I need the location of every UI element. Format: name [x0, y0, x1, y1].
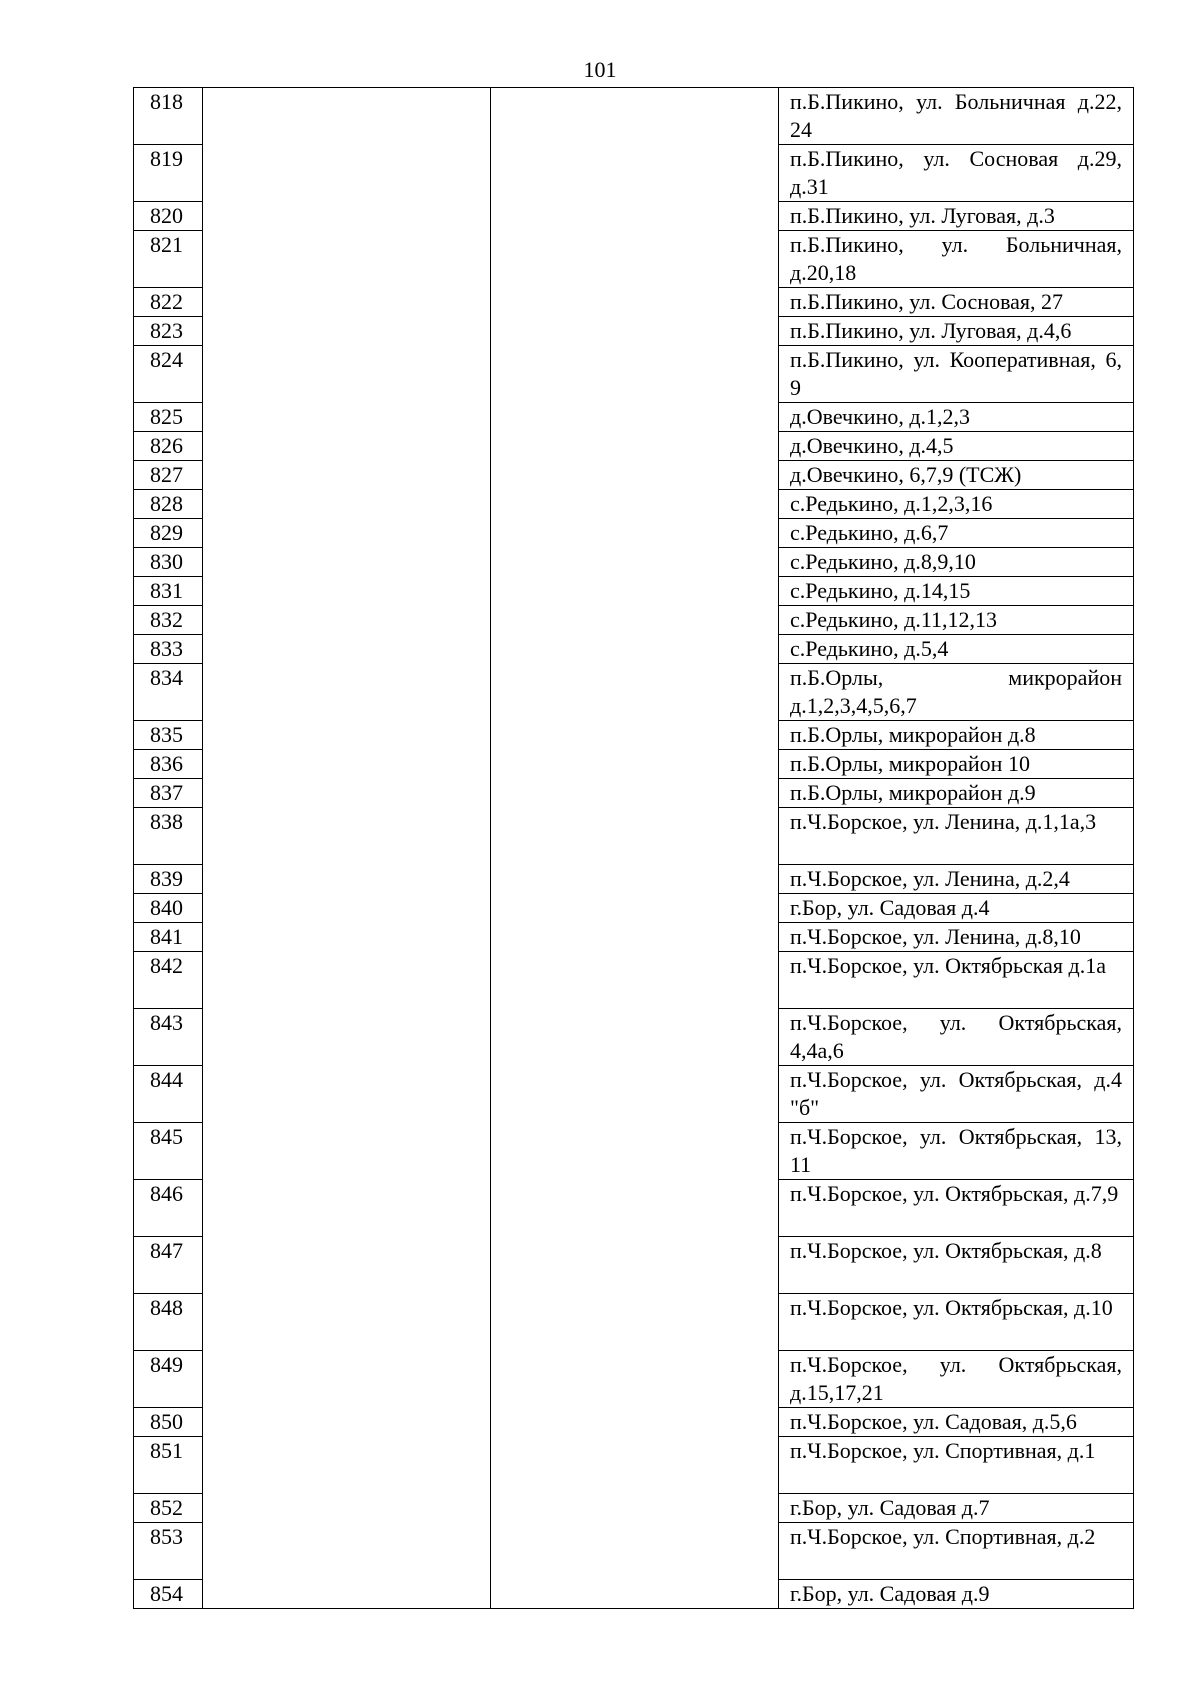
row-number: 842 [134, 952, 203, 1009]
row-number: 832 [134, 606, 203, 635]
address-cell: с.Редькино, д.14,15 [779, 577, 1134, 606]
address-cell: п.Ч.Борское, ул. Октябрьская, 13, 11 [779, 1123, 1134, 1180]
row-number: 852 [134, 1494, 203, 1523]
address-cell: п.Ч.Борское, ул. Спортивная, д.2 [779, 1523, 1134, 1580]
address-cell: п.Б.Пикино, ул. Больничная д.22, 24 [779, 88, 1134, 145]
address-cell: п.Ч.Борское, ул. Октябрьская, д.10 [779, 1294, 1134, 1351]
row-number: 830 [134, 548, 203, 577]
address-cell: п.Ч.Борское, ул. Садовая, д.5,6 [779, 1408, 1134, 1437]
address-cell: с.Редькино, д.11,12,13 [779, 606, 1134, 635]
address-cell: п.Ч.Борское, ул. Октябрьская, д.7,9 [779, 1180, 1134, 1237]
address-cell: с.Редькино, д.6,7 [779, 519, 1134, 548]
row-number: 846 [134, 1180, 203, 1237]
address-cell: с.Редькино, д.1,2,3,16 [779, 490, 1134, 519]
page-number: 101 [583, 57, 617, 82]
address-cell: п.Ч.Борское, ул. Октябрьская, д.4 "б" [779, 1066, 1134, 1123]
address-cell: п.Б.Пикино, ул. Кооперативная, 6, 9 [779, 346, 1134, 403]
row-number: 827 [134, 461, 203, 490]
address-cell: п.Б.Пикино, ул. Больничная, д.20,18 [779, 231, 1134, 288]
address-cell: г.Бор, ул. Садовая д.9 [779, 1580, 1134, 1609]
address-cell: г.Бор, ул. Садовая д.4 [779, 894, 1134, 923]
address-cell: п.Ч.Борское, ул. Ленина, д.2,4 [779, 865, 1134, 894]
address-table [133, 87, 1134, 1609]
row-number: 831 [134, 577, 203, 606]
address-cell: п.Б.Пикино, ул. Сосновая, 27 [779, 288, 1134, 317]
merged-empty-column-2 [203, 88, 491, 1609]
address-cell: п.Б.Орлы, микрорайон 10 [779, 750, 1134, 779]
address-cell: д.Овечкино, 6,7,9 (ТСЖ) [779, 461, 1134, 490]
row-number: 851 [134, 1437, 203, 1494]
address-cell: г.Бор, ул. Садовая д.7 [779, 1494, 1134, 1523]
row-number: 818 [134, 88, 203, 145]
row-number: 854 [134, 1580, 203, 1609]
address-cell: п.Б.Пикино, ул. Луговая, д.4,6 [779, 317, 1134, 346]
table-row [134, 88, 1134, 145]
address-cell: п.Ч.Борское, ул. Октябрьская, д.8 [779, 1237, 1134, 1294]
row-number: 844 [134, 1066, 203, 1123]
row-number: 833 [134, 635, 203, 664]
row-number: 821 [134, 231, 203, 288]
row-number: 834 [134, 664, 203, 721]
row-number: 822 [134, 288, 203, 317]
merged-empty-column-3 [491, 88, 779, 1609]
row-number: 829 [134, 519, 203, 548]
address-table-body [134, 88, 1134, 1609]
row-number: 820 [134, 202, 203, 231]
row-number: 850 [134, 1408, 203, 1437]
address-cell: п.Ч.Борское, ул. Октябрьская, д.15,17,21 [779, 1351, 1134, 1408]
row-number: 825 [134, 403, 203, 432]
row-number: 823 [134, 317, 203, 346]
address-cell: д.Овечкино, д.4,5 [779, 432, 1134, 461]
address-cell: п.Ч.Борское, ул. Спортивная, д.1 [779, 1437, 1134, 1494]
row-number: 826 [134, 432, 203, 461]
address-cell: п.Б.Орлы, микрорайон д.1,2,3,4,5,6,7 [779, 664, 1134, 721]
address-cell: д.Овечкино, д.1,2,3 [779, 403, 1134, 432]
row-number: 828 [134, 490, 203, 519]
address-cell: п.Ч.Борское, ул. Ленина, д.8,10 [779, 923, 1134, 952]
row-number: 843 [134, 1009, 203, 1066]
row-number: 837 [134, 779, 203, 808]
row-number: 847 [134, 1237, 203, 1294]
row-number: 836 [134, 750, 203, 779]
row-number: 841 [134, 923, 203, 952]
row-number: 819 [134, 145, 203, 202]
row-number: 839 [134, 865, 203, 894]
row-number: 840 [134, 894, 203, 923]
address-cell: п.Б.Пикино, ул. Луговая, д.3 [779, 202, 1134, 231]
address-cell: п.Ч.Борское, ул. Октябрьская д.1а [779, 952, 1134, 1009]
row-number: 824 [134, 346, 203, 403]
row-number: 853 [134, 1523, 203, 1580]
row-number: 838 [134, 808, 203, 865]
row-number: 835 [134, 721, 203, 750]
address-cell: с.Редькино, д.8,9,10 [779, 548, 1134, 577]
address-cell: п.Б.Пикино, ул. Сосновая д.29, д.31 [779, 145, 1134, 202]
address-cell: п.Б.Орлы, микрорайон д.8 [779, 721, 1134, 750]
address-cell: п.Ч.Борское, ул. Октябрьская, 4,4а,6 [779, 1009, 1134, 1066]
address-cell: с.Редькино, д.5,4 [779, 635, 1134, 664]
row-number: 845 [134, 1123, 203, 1180]
row-number: 849 [134, 1351, 203, 1408]
address-cell: п.Б.Орлы, микрорайон д.9 [779, 779, 1134, 808]
row-number: 848 [134, 1294, 203, 1351]
address-cell: п.Ч.Борское, ул. Ленина, д.1,1а,3 [779, 808, 1134, 865]
